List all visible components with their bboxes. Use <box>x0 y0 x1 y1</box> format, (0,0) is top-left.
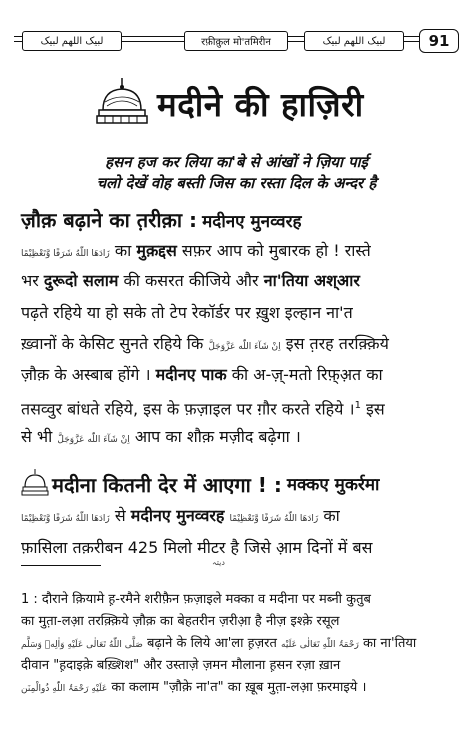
page-title: मदीने की हाज़िरी <box>157 84 364 124</box>
header-right-badge: لبیک اللھم لبیک <box>304 31 404 51</box>
couplet-line-1: हसन हज कर लिया का'बे से आंखों ने ज़िया पाई <box>105 153 368 171</box>
section2-heading: मदीना कितनी देर में आएगा ! : <box>52 473 282 497</box>
section1-line-6: ज़ौक़ के अस्बाब होंगे । मदीनए पाक की अ-ज़्-मतो रिफ़्अ़त का <box>21 365 383 384</box>
footnote-marker: 1 <box>354 400 361 411</box>
page-number: 91 <box>419 29 459 53</box>
section2-line-3: फ़ासिला तक़रीबन 425 मिलो मीटर है जिसे आ़म दिनों में बस <box>21 538 373 557</box>
section1-line-4: पढ़ते रहिये या हो सके तो टेप रेकॉर्डर पर ख़ुश इल्हान ना'त <box>21 303 353 322</box>
section1-line-3: भर दुरूदो सलाम की कसरत कीजिये और ना'तिया अश्आर <box>21 271 360 290</box>
arabic-inshallah-2: اِنْ شَآءَ اللّٰه عَزَّوَجَلَّ <box>57 435 130 445</box>
header-center-title: रफ़ीक़ुल मो'तमिरीन <box>184 31 288 51</box>
section1-line-7: तसव्वुर बांधते रहिये, इस के फ़ज़ाइल पर ग़ौर करते रहिये ।$^1$ इस <box>21 399 385 419</box>
section1-line-2: زَادَھَا اللّٰهُ شَرَفًا وَّتَعْظِیْمًا का मुक़द्दस सफ़र आप को मुबारक हो ! रास्ते <box>21 241 371 260</box>
footnote-line-1: 1 : दौराने क़ियामे ह़-रमैने शरीफ़ैन फ़ज़ाइले मक्का व मदीना पर मब्नी कुतुब <box>21 592 371 607</box>
arabic-inshallah: اِنْ شَآءَ اللّٰه عَزَّوَجَلَّ <box>208 342 281 352</box>
dome-icon-small <box>21 468 49 502</box>
section1-line-8: से भी اِنْ شَآءَ اللّٰه عَزَّوَجَلَّ आप का शौक़ मज़ीद बढ़ेगा । <box>21 427 301 446</box>
footnote-line-4: दीवान "ह़दाइक़े बख़्शिश" और उस्ताज़े ज़मन मौलाना ह़सन रज़ा ख़ान <box>21 658 341 673</box>
page-header <box>14 31 459 53</box>
footnote-line-3: صَلَّی اللّٰهُ تَعَالٰی عَلَیْهِ وَاٰلِهٖ وَسَلَّم बढ़ाने के लिये आ'ला ह़ज़रत رَحْمَۃُ اللّٰهِ تَعَالٰی عَلَیْه का ना'तिया <box>21 636 417 651</box>
section1-line-5: ख़्वानों के केसिट सुनते रहिये कि اِنْ شَآءَ اللّٰه عَزَّوَجَلَّ इस त़रह तरक़्क़िये <box>21 334 389 353</box>
title-row <box>95 76 364 130</box>
catchword: دیتہ <box>212 558 225 567</box>
arabic-zadaha: زَادَھَا اللّٰهُ شَرَفًا وَّتَعْظِیْمًا <box>21 249 110 259</box>
footnote-separator <box>21 565 101 566</box>
couplet-line-2: चलो देखें वोह बस्ती जिस का रस्ता दिल के अन्दर है <box>96 174 377 192</box>
section2-heading-line <box>21 468 452 502</box>
section2-line-2: زَادَھَا اللّٰهُ شَرَفًا وَّتَعْظِیْمًا से मदीनए मुनव्वरह زَادَھَا اللّٰهُ شَرَفًا وَّتَعْظِیْمًا का <box>21 506 340 525</box>
section1-heading: ज़ौक़ बढ़ाने का त़रीक़ा : <box>21 208 198 232</box>
dome-icon <box>95 76 149 130</box>
section1-heading-line <box>21 209 452 233</box>
footnote-line-2: का मुत़ा-लआ़ तरक़्क़िये ज़ौक़ का बेहतरीन ज़रीआ़ है नीज़ इश्क़े रसूल <box>21 614 340 629</box>
header-left-badge: لبیک اللھم لبیک <box>22 31 122 51</box>
section2-lead: मक्कए मुकर्रमा <box>286 475 380 495</box>
footnote-line-5: عَلَیْهِ رَحْمَۃُ اللّٰهِ ذُوالْمِنَن का कलाम "ज़ौक़े ना'त" का ख़ूब मुत़ा-लआ़ फ़रमाइये । <box>21 680 367 695</box>
section1-lead: मदीनए मुनव्वरह <box>202 212 302 232</box>
